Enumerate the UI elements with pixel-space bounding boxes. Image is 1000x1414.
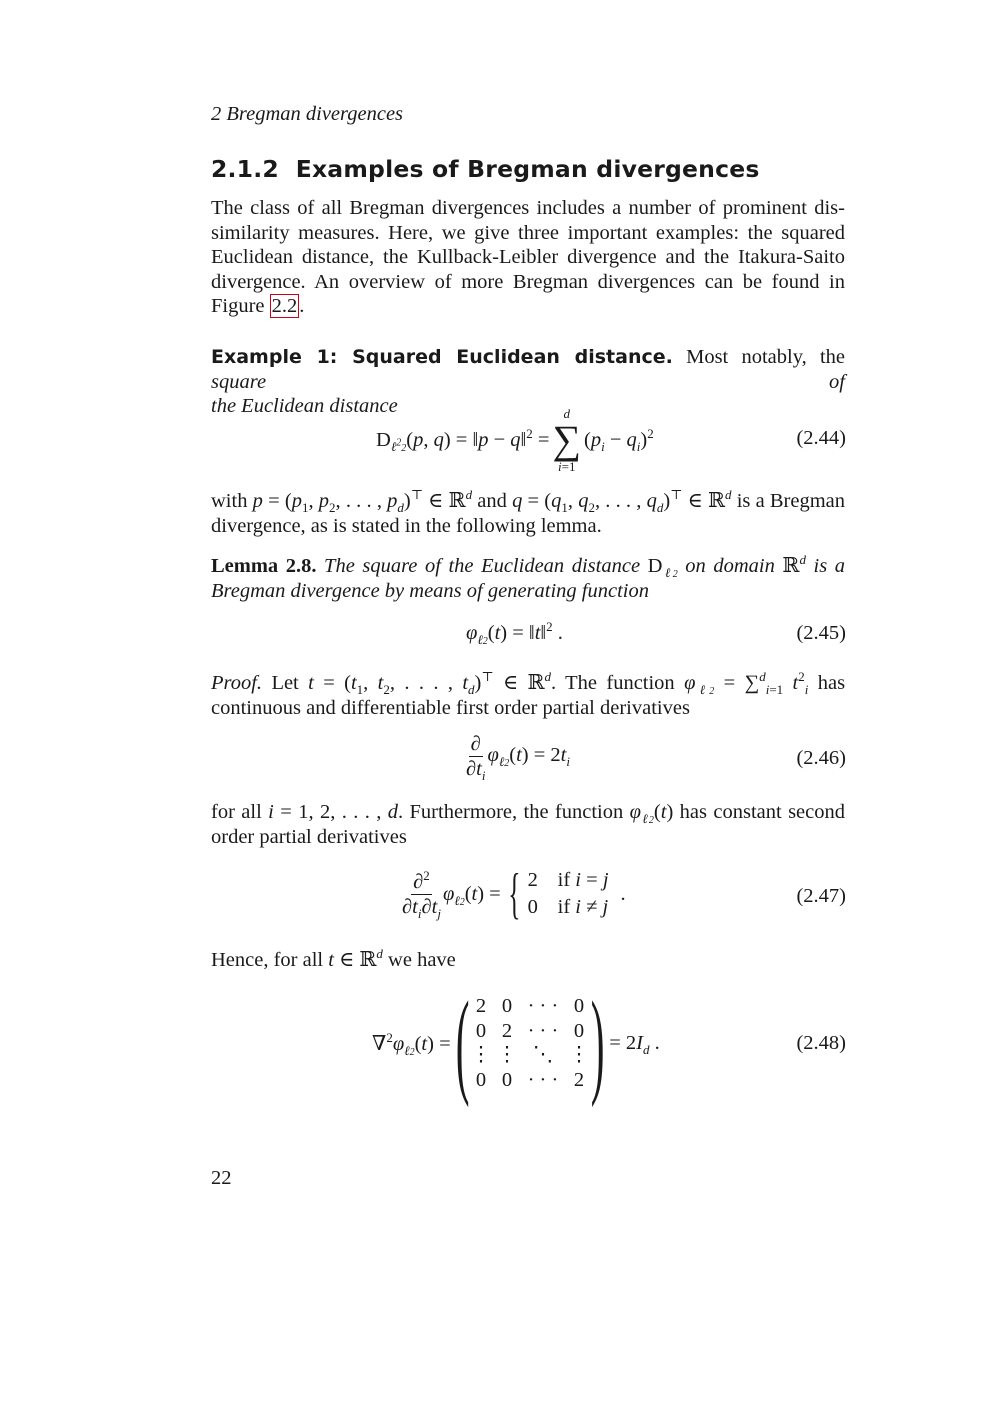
lemma-label: Lemma 2.8. <box>211 555 317 577</box>
figure-link[interactable]: 2.2 <box>271 295 298 317</box>
equation-number: (2.46) <box>796 747 846 769</box>
intro-line: The class of all Bregman divergences includes a number of prominent dis- <box>211 197 845 219</box>
section-title: Examples of Bregman divergences <box>295 155 760 183</box>
equation-2-48: $\nabla^2\varphi_{\ell 2}(t)$ = ( 2 0 · · · 0 0 2 · · · 0 ⋮ ⋮ ⋱ ⋮ 0 0 · · · 2 ) = $2I_d$ . <box>372 977 660 1108</box>
proof: Proof. Let $t = (t_1$, $t_2$, . . . , $t_d)^⊤$ ∈ ℝ$^d$. The function $\varphi_{\ell 2} = \sum^d_{i=1}$ $t^2_i$ has continuous and differentiable first order partial derivatives <box>211 669 846 719</box>
proof-label: Proof. <box>211 672 263 694</box>
equation-number: (2.44) <box>796 427 846 449</box>
intro-line: divergence. An overview of more Bregman divergences can be found in <box>211 270 845 293</box>
paragraph: Hence, for all t ∈ ℝ$^d$ we have <box>211 946 456 971</box>
example-paragraph: Example 1: Squared Euclidean distance. Most notably, the square of the Euclidean distance <box>211 346 846 417</box>
example-label: Example 1: Squared Euclidean distance. <box>211 346 673 368</box>
running-head: 2 Bregman divergences <box>211 103 404 125</box>
intro-line: similarity measures. Here, we give three important examples: the squared <box>211 221 845 244</box>
equation-2-45: $\varphi_{\ell 2}(t)$ = ‖t‖$^2$ . <box>466 619 563 648</box>
section-number: 2.1.2 <box>211 155 279 183</box>
intro-line: Euclidean distance, the Kullback-Leibler divergence and the Itakura-Saito <box>211 246 845 268</box>
page-number: 22 <box>211 1167 232 1189</box>
intro-paragraph <box>211 196 845 319</box>
equation-number: (2.48) <box>796 1032 846 1054</box>
paragraph: for all i = 1, 2, . . . , d. Furthermore, the function $\varphi_{\ell 2}(t)$ has constant second order partial derivatives <box>211 801 845 848</box>
equation-2-44: $D_{\ell^22}(p$, q) = ‖p − q‖$^2$ = d ∑ i=1 $(p_i - q_i)^2$ <box>376 406 654 474</box>
equation-2-46: $\frac{\partial}{\partial t_i}$ $\varphi_{\ell 2}(t) = 2t_i$ <box>466 733 570 784</box>
lemma: Lemma 2.8. The square of the Euclidean distance $D_{\ell 2}$ on domain ℝ$^d$ is a Bregman divergence by means of generating function <box>211 552 845 602</box>
equation-number: (2.45) <box>796 622 846 644</box>
section-heading <box>211 155 760 183</box>
intro-line: Figure 2.2. <box>211 295 305 317</box>
paragraph: with $p = (p_1$, $p_2$, . . . , $p_d)^⊤$ ∈ ℝ$^d$ and $q = (q_1$, $q_2$, . . . , $q_d)^⊤$ ∈ ℝ$^d$ is a Bregman divergence, as is stated in the following lemma. <box>211 487 846 537</box>
equation-number: (2.47) <box>796 885 846 907</box>
equation-2-47: $\frac{\partial^2}{\partial t_i\partial t_j}$ $\varphi_{\ell 2}(t)$ = { 2 if i = j 0 if i ≠ j . <box>402 863 626 925</box>
